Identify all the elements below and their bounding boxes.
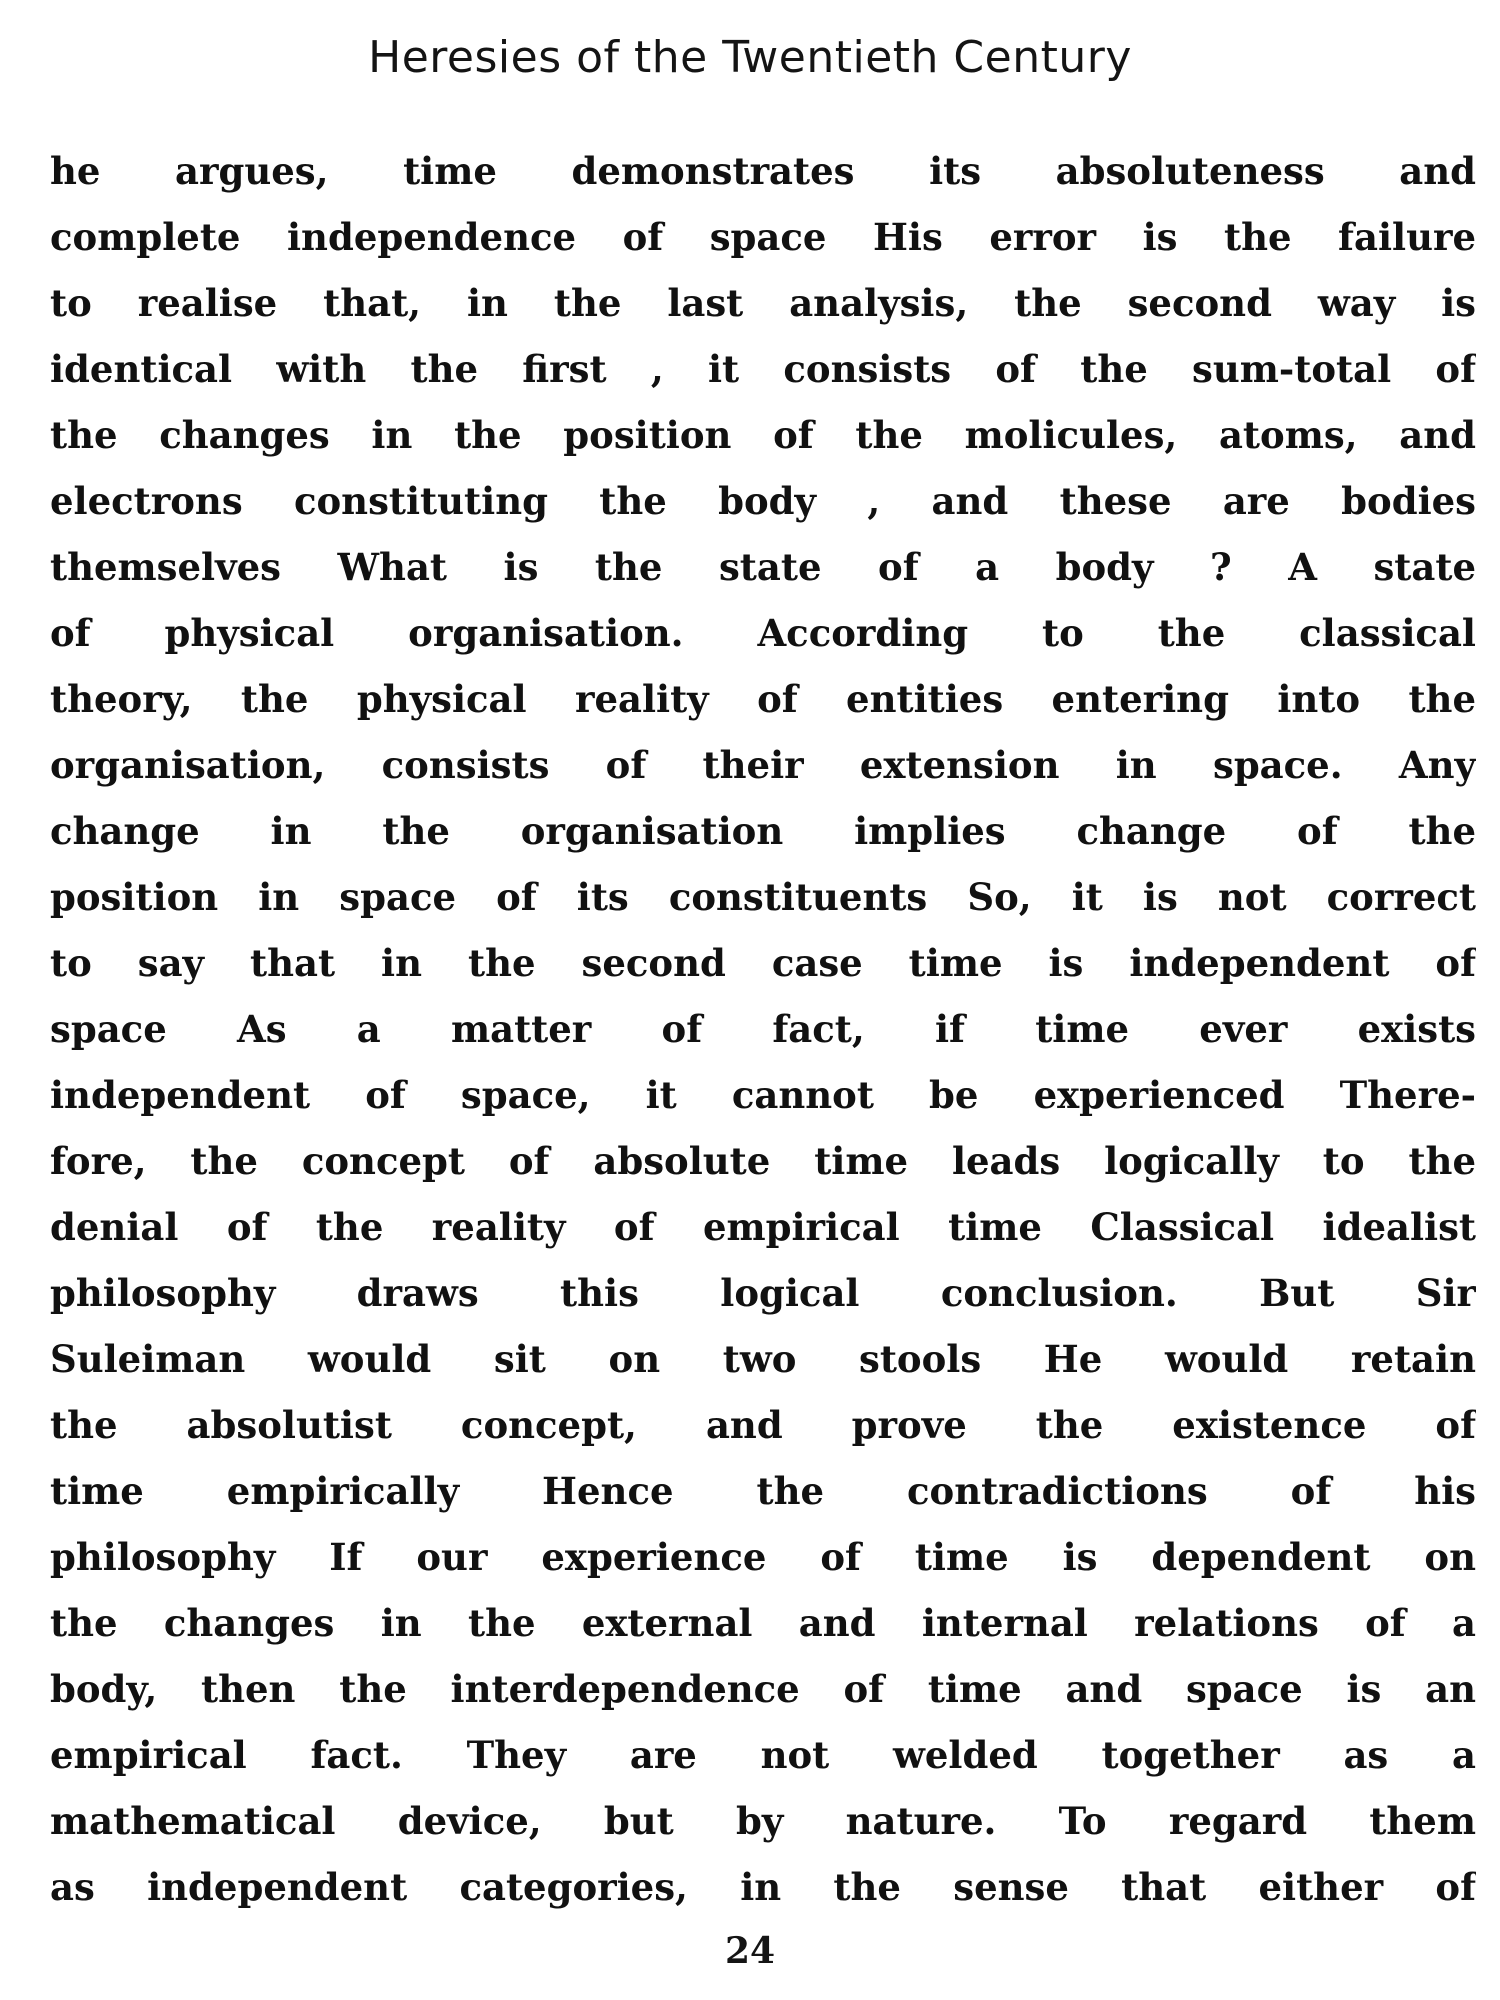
text-line: fore, the concept of absolute time leads logically to the xyxy=(50,1139,1476,1183)
text-line: philosophy draws this logical conclusion. But Sir xyxy=(50,1271,1476,1315)
text-line: theory, the physical reality of entities entering into the xyxy=(50,677,1476,721)
text-line: to say that in the second case time is independent of xyxy=(50,941,1476,985)
text-line: position in space of its constituents So, it is not correct xyxy=(50,875,1476,919)
body-text xyxy=(50,138,1476,1920)
text-line: he argues, time demonstrates its absoluteness and xyxy=(50,149,1476,193)
text-line: Suleiman would sit on two stools He would retain xyxy=(50,1337,1476,1381)
running-head: Heresies of the Twentieth Century xyxy=(368,32,1132,83)
text-line: the changes in the position of the molicules, atoms, and xyxy=(50,413,1476,457)
text-line: of physical organisation. According to the classical xyxy=(50,611,1476,655)
text-line: as independent categories, in the sense that either of xyxy=(50,1865,1476,1909)
text-line: to realise that, in the last analysis, the second way is xyxy=(50,281,1476,325)
text-line: change in the organisation implies change of the xyxy=(50,809,1476,853)
text-line: the absolutist concept, and prove the existence of xyxy=(50,1403,1476,1447)
text-line: organisation, consists of their extension in space. Any xyxy=(50,743,1476,787)
text-line: themselves What is the state of a body ? A state xyxy=(50,545,1476,589)
text-line: independent of space, it cannot be experienced There- xyxy=(50,1073,1476,1117)
text-line: philosophy If our experience of time is dependent on xyxy=(50,1535,1476,1579)
text-line: complete independence of space His error is the failure xyxy=(50,215,1476,259)
text-line: the changes in the external and internal relations of a xyxy=(50,1601,1476,1645)
text-line: empirical fact. They are not welded together as a xyxy=(50,1733,1476,1777)
text-line: time empirically Hence the contradictions of his xyxy=(50,1469,1476,1513)
text-line: denial of the reality of empirical time Classical idealist xyxy=(50,1205,1476,1249)
text-line: space As a matter of fact, if time ever exists xyxy=(50,1007,1476,1051)
text-line: mathematical device, but by nature. To regard them xyxy=(50,1799,1476,1843)
text-line: electrons constituting the body , and these are bodies xyxy=(50,479,1476,523)
page-number: 24 xyxy=(724,1930,776,1972)
text-line: body, then the interdependence of time and space is an xyxy=(50,1667,1476,1711)
text-line: identical with the first , it consists of the sum-total of xyxy=(50,347,1476,391)
